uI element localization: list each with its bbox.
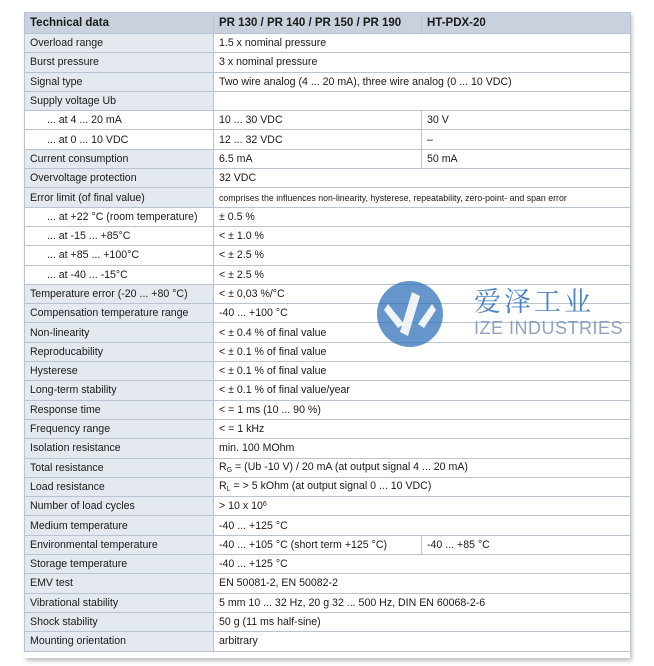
table-row xyxy=(25,169,631,188)
table-row xyxy=(25,226,631,245)
table-row xyxy=(25,323,631,342)
table-row xyxy=(25,400,631,419)
table-row xyxy=(25,342,631,361)
row-label: Storage temperature xyxy=(25,555,214,574)
row-value: < = 1 kHz xyxy=(214,419,631,438)
row-value: Two wire analog (4 ... 20 mA), three wire analog (0 ... 10 VDC) xyxy=(214,72,631,91)
table-row xyxy=(25,555,631,574)
row-value: min. 100 MOhm xyxy=(214,439,631,458)
row-label: Signal type xyxy=(25,72,214,91)
table-row xyxy=(25,535,631,554)
row-label: Hysterese xyxy=(25,362,214,381)
table-row xyxy=(25,381,631,400)
row-label: Vibrational stability xyxy=(25,593,214,612)
row-label: Compensation temperature range xyxy=(25,304,214,323)
row-value-ht: – xyxy=(422,130,631,149)
row-value: -40 ... +125 °C xyxy=(214,555,631,574)
row-label: Overload range xyxy=(25,34,214,53)
table-row xyxy=(25,497,631,516)
value-rest: = (Ub -10 V) / 20 mA (at output signal 4 ... 20 mA) xyxy=(232,461,468,474)
table-row xyxy=(25,53,631,72)
value-rest: = > 5 kOhm (at output signal 0 ... 10 VDC) xyxy=(230,480,432,493)
row-label: Overvoltage protection xyxy=(25,169,214,188)
row-value: -40 ... +100 °C xyxy=(214,304,631,323)
value-prefix: > 10 x 10 xyxy=(219,500,263,513)
row-label: Non-linearity xyxy=(25,323,214,342)
row-value: 3 x nominal pressure xyxy=(214,53,631,72)
row-label: ... at +85 ... +100°C xyxy=(25,246,214,265)
header-technical-data: Technical data xyxy=(25,13,214,34)
row-label: Error limit (of final value) xyxy=(25,188,214,207)
row-label: ... at -40 ... -15°C xyxy=(25,265,214,284)
row-label: Environmental temperature xyxy=(25,535,214,554)
table-row xyxy=(25,111,631,130)
table-row xyxy=(25,304,631,323)
row-value: 5 mm 10 ... 32 Hz, 20 g 32 ... 500 Hz, DIN EN 60068-2-6 xyxy=(214,593,631,612)
row-value: < ± 2.5 % xyxy=(214,246,631,265)
table-row xyxy=(25,91,631,110)
value-prefix: R xyxy=(219,480,227,493)
header-pr-models: PR 130 / PR 140 / PR 150 / PR 190 xyxy=(214,13,422,34)
table-row xyxy=(25,149,631,168)
row-label: Reproducability xyxy=(25,342,214,361)
value-superscript: 6 xyxy=(262,501,267,509)
table-row xyxy=(25,72,631,91)
table-row xyxy=(25,574,631,593)
row-value: 10 ... 30 VDC xyxy=(214,111,422,130)
row-value: < ± 0.1 % of final value xyxy=(214,362,631,381)
row-value: < = 1 ms (10 ... 90 %) xyxy=(214,400,631,419)
row-label: Supply voltage Ub xyxy=(25,91,214,110)
row-value: < ± 2.5 % xyxy=(214,265,631,284)
row-value: 32 VDC xyxy=(214,169,631,188)
table-row xyxy=(25,477,631,496)
header-row xyxy=(25,13,631,34)
row-label: Mounting orientation xyxy=(25,632,214,651)
row-value: < ± 0,03 %/°C xyxy=(214,284,631,303)
row-label: Frequency range xyxy=(25,419,214,438)
row-value: -40 ... +105 °C (short term +125 °C) xyxy=(214,535,422,554)
row-value-ht: 50 mA xyxy=(422,149,631,168)
table-row xyxy=(25,612,631,631)
row-value-empty xyxy=(214,91,631,110)
row-value: < ± 0.1 % of final value xyxy=(214,342,631,361)
table-row xyxy=(25,284,631,303)
row-value: < ± 0.1 % of final value/year xyxy=(214,381,631,400)
row-value xyxy=(214,458,631,477)
row-value: 50 g (11 ms half-sine) xyxy=(214,612,631,631)
value-prefix: R xyxy=(219,461,227,474)
row-value: -40 ... +125 °C xyxy=(214,516,631,535)
table-row xyxy=(25,246,631,265)
table-row xyxy=(25,439,631,458)
watermark-chinese-text: 爱泽工业 xyxy=(474,287,594,318)
row-value: < ± 1.0 % xyxy=(214,226,631,245)
row-label: Current consumption xyxy=(25,149,214,168)
table-row xyxy=(25,362,631,381)
row-value: arbitrary xyxy=(214,632,631,651)
row-label: EMV test xyxy=(25,574,214,593)
row-value-ht: 30 V xyxy=(422,111,631,130)
row-value: comprises the influences non-linearity, hysterese, repeatability, zero-point- and span error xyxy=(214,188,631,207)
row-label: Isolation resistance xyxy=(25,439,214,458)
table-row xyxy=(25,458,631,477)
row-label: ... at -15 ... +85°C xyxy=(25,226,214,245)
table-row xyxy=(25,419,631,438)
row-value xyxy=(214,477,631,496)
value-subscript: G xyxy=(226,467,233,475)
row-value: ± 0.5 % xyxy=(214,207,631,226)
row-label: ... at 0 ... 10 VDC xyxy=(25,130,214,149)
table-row xyxy=(25,632,631,651)
row-label: Total resistance xyxy=(25,458,214,477)
table-row xyxy=(25,130,631,149)
row-label: Number of load cycles xyxy=(25,497,214,516)
row-value: EN 50081-2, EN 50082-2 xyxy=(214,574,631,593)
table-row xyxy=(25,207,631,226)
row-label: ... at 4 ... 20 mA xyxy=(25,111,214,130)
row-label: Response time xyxy=(25,400,214,419)
table-row xyxy=(25,516,631,535)
technical-data-table xyxy=(24,12,631,652)
row-value: < ± 0.4 % of final value xyxy=(214,323,631,342)
table-row xyxy=(25,34,631,53)
row-label: Load resistance xyxy=(25,477,214,496)
row-label: Long-term stability xyxy=(25,381,214,400)
row-label: ... at +22 °C (room temperature) xyxy=(25,207,214,226)
row-label: Shock stability xyxy=(25,612,214,631)
watermark-english-text: IZE INDUSTRIES xyxy=(474,318,624,338)
row-value: 1.5 x nominal pressure xyxy=(214,34,631,53)
table-row xyxy=(25,188,631,207)
row-label: Burst pressure xyxy=(25,53,214,72)
table-row xyxy=(25,265,631,284)
table-row xyxy=(25,593,631,612)
row-label: Medium temperature xyxy=(25,516,214,535)
row-value: 12 ... 32 VDC xyxy=(214,130,422,149)
row-value xyxy=(214,497,631,516)
row-value: 6.5 mA xyxy=(214,149,422,168)
row-value-ht: -40 ... +85 °C xyxy=(422,535,631,554)
value-subscript: L xyxy=(226,486,231,494)
row-label: Temperature error (-20 ... +80 °C) xyxy=(25,284,214,303)
header-ht-pdx-20: HT-PDX-20 xyxy=(422,13,631,34)
